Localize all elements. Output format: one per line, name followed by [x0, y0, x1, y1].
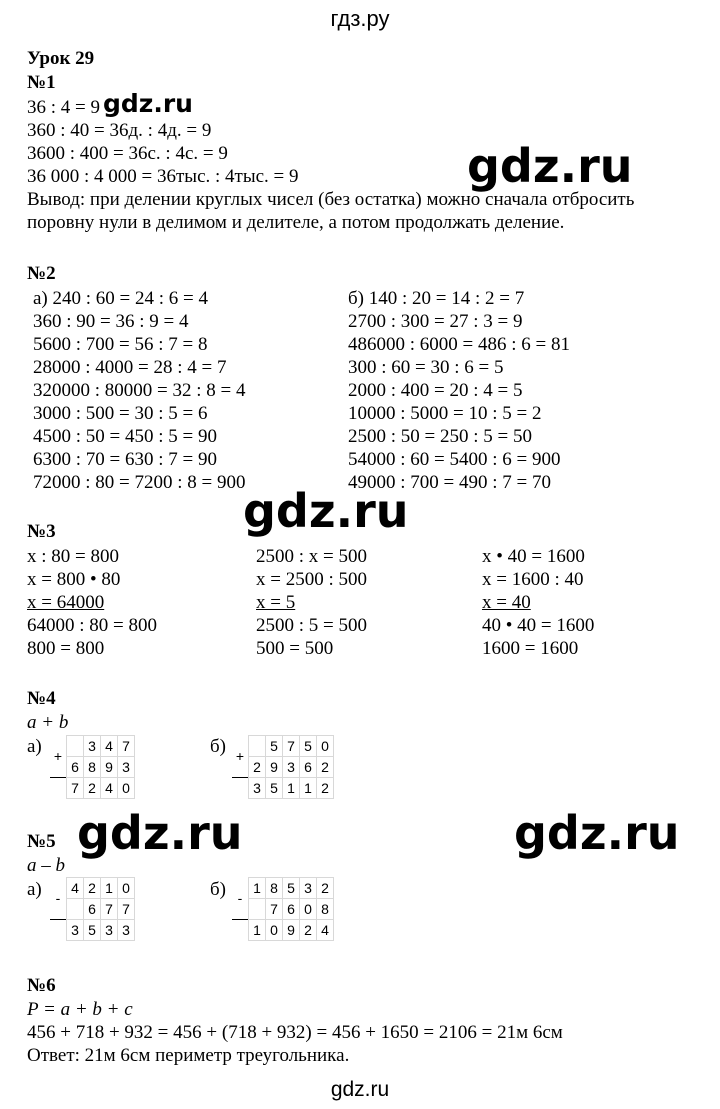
- digit-cell: 3: [118, 757, 135, 778]
- task3-col3-4: 40 • 40 = 1600: [482, 615, 595, 636]
- task5-table-b: [232, 877, 334, 941]
- task1-conclusion-1: Вывод: при делении круглых чисел (без остатка) можно сначала отбросить: [27, 189, 635, 210]
- task2-left-4: 28000 : 4000 = 28 : 4 = 7: [33, 357, 227, 378]
- task3-col1-4: 64000 : 80 = 800: [27, 615, 157, 636]
- digit-cell: 5: [84, 920, 101, 941]
- plus-sign: +: [53, 748, 63, 765]
- task3-title: №3: [27, 521, 56, 542]
- task5-expr: a – b: [27, 855, 65, 876]
- digit-cell: 3: [283, 757, 300, 778]
- task2-right-2: 2700 : 300 = 27 : 3 = 9: [348, 311, 523, 332]
- digit-cell: 3: [249, 778, 266, 799]
- task6-calc: 456 + 718 + 932 = 456 + (718 + 932) = 456 + 1650 = 2106 = 21м 6см: [27, 1022, 563, 1043]
- task2-left-8: 6300 : 70 = 630 : 7 = 90: [33, 449, 217, 470]
- digit-cell: 0: [118, 778, 135, 799]
- task2-right-1: б) 140 : 20 = 14 : 2 = 7: [348, 288, 525, 309]
- digit-cell: 8: [84, 757, 101, 778]
- task3-col3-5: 1600 = 1600: [482, 638, 579, 659]
- digit-cell: 2: [300, 920, 317, 941]
- digit-cell: 3: [300, 878, 317, 899]
- digit-cell: 0: [300, 899, 317, 920]
- task6-title: №6: [27, 975, 56, 996]
- digit-cell: 1: [101, 878, 118, 899]
- task3-col2-5: 500 = 500: [256, 638, 334, 659]
- task2-right-8: 54000 : 60 = 5400 : 6 = 900: [348, 449, 561, 470]
- digit-cell: 9: [101, 757, 118, 778]
- digit-cell: 7: [67, 778, 84, 799]
- digit-cell: 5: [266, 778, 283, 799]
- digit-cell: 1: [249, 920, 266, 941]
- digit-cell: 9: [283, 920, 300, 941]
- plus-sign: +: [235, 748, 245, 765]
- watermark: gdz.ru: [243, 484, 409, 538]
- digit-cell: 6: [300, 757, 317, 778]
- digit-cell: 2: [84, 878, 101, 899]
- task3-col2-2: x = 2500 : 500: [256, 569, 367, 590]
- task2-right-7: 2500 : 50 = 250 : 5 = 50: [348, 426, 532, 447]
- task6-formula: P = a + b + c: [27, 999, 133, 1020]
- digit-cell: 4: [317, 920, 334, 941]
- digit-cell: [249, 899, 266, 920]
- task3-col3-1: x • 40 = 1600: [482, 546, 585, 567]
- digit-cell: 5: [300, 736, 317, 757]
- task1-line-4: 36 000 : 4 000 = 36тыс. : 4тыс. = 9: [27, 166, 299, 187]
- digit-cell: 7: [101, 899, 118, 920]
- digit-cell: [67, 736, 84, 757]
- task3-col2-3: x = 5: [256, 592, 296, 613]
- digit-cell: 0: [317, 736, 334, 757]
- task2-left-1: а) 240 : 60 = 24 : 6 = 4: [33, 288, 208, 309]
- task6-answer: Ответ: 21м 6см периметр треугольника.: [27, 1045, 350, 1066]
- task1-conclusion-2: поровну нули в делимом и делителе, а потом продолжать деление.: [27, 212, 565, 233]
- digit-cell: 7: [283, 736, 300, 757]
- digit-cell: 5: [266, 736, 283, 757]
- task2-left-9: 72000 : 80 = 7200 : 8 = 900: [33, 472, 246, 493]
- task2-left-7: 4500 : 50 = 450 : 5 = 90: [33, 426, 217, 447]
- digit-cell: 8: [317, 899, 334, 920]
- digit-cell: 7: [118, 899, 135, 920]
- minus-sign: -: [55, 890, 61, 907]
- digit-cell: 9: [266, 757, 283, 778]
- digit-cell: 1: [249, 878, 266, 899]
- digit-cell: 2: [84, 778, 101, 799]
- task3-col1-2: x = 800 • 80: [27, 569, 121, 590]
- task2-right-5: 2000 : 400 = 20 : 4 = 5: [348, 380, 523, 401]
- task4-expr: a + b: [27, 712, 69, 733]
- digit-cell: 2: [249, 757, 266, 778]
- task1-line-1: 36 : 4 = 9: [27, 97, 100, 118]
- digit-cell: 8: [266, 878, 283, 899]
- task3-col2-4: 2500 : 5 = 500: [256, 615, 367, 636]
- task4-label-b: б): [210, 736, 226, 757]
- task2-left-3: 5600 : 700 = 56 : 7 = 8: [33, 334, 208, 355]
- task2-right-4: 300 : 60 = 30 : 6 = 5: [348, 357, 504, 378]
- digit-cell: 1: [283, 778, 300, 799]
- digit-cell: 6: [283, 899, 300, 920]
- site-header: гдз.ру: [330, 6, 390, 31]
- task3-col1-1: x : 80 = 800: [27, 546, 119, 567]
- task3-col3-2: x = 1600 : 40: [482, 569, 584, 590]
- digit-cell: 2: [317, 778, 334, 799]
- digit-cell: 7: [118, 736, 135, 757]
- task2-left-6: 3000 : 500 = 30 : 5 = 6: [33, 403, 208, 424]
- digit-cell: [249, 736, 266, 757]
- watermark: gdz.ru: [77, 806, 243, 860]
- task2-right-3: 486000 : 6000 = 486 : 6 = 81: [348, 334, 570, 355]
- task5-table-a: [50, 877, 135, 941]
- task1-title: №1: [27, 72, 56, 93]
- digit-cell: 3: [67, 920, 84, 941]
- task2-title: №2: [27, 263, 56, 284]
- task2-right-6: 10000 : 5000 = 10 : 5 = 2: [348, 403, 542, 424]
- digit-cell: 0: [118, 878, 135, 899]
- digit-cell: 4: [101, 736, 118, 757]
- footer-watermark: gdz.ru: [330, 1078, 390, 1101]
- digit-cell: 6: [67, 757, 84, 778]
- watermark: gdz.ru: [103, 89, 193, 118]
- task4-table-a: [50, 735, 135, 799]
- task2-right-9: 49000 : 700 = 490 : 7 = 70: [348, 472, 551, 493]
- watermark: gdz.ru: [467, 139, 633, 193]
- task5-label-a: а): [27, 879, 42, 900]
- minus-sign: -: [237, 890, 243, 907]
- task3-col1-5: 800 = 800: [27, 638, 105, 659]
- task2-left-5: 320000 : 80000 = 32 : 8 = 4: [33, 380, 246, 401]
- task2-left-2: 360 : 90 = 36 : 9 = 4: [33, 311, 189, 332]
- watermark: gdz.ru: [514, 806, 680, 860]
- digit-cell: 7: [266, 899, 283, 920]
- digit-cell: 3: [84, 736, 101, 757]
- digit-cell: 5: [283, 878, 300, 899]
- digit-cell: 1: [300, 778, 317, 799]
- task4-title: №4: [27, 688, 56, 709]
- task3-col2-1: 2500 : x = 500: [256, 546, 367, 567]
- digit-cell: 3: [101, 920, 118, 941]
- task5-label-b: б): [210, 879, 226, 900]
- digit-cell: 6: [84, 899, 101, 920]
- task3-col3-3: x = 40: [482, 592, 531, 613]
- task1-line-3: 3600 : 400 = 36с. : 4с. = 9: [27, 143, 228, 164]
- task4-table-b: [232, 735, 334, 799]
- digit-cell: 4: [101, 778, 118, 799]
- task3-col1-3: x = 64000: [27, 592, 105, 613]
- digit-cell: 4: [67, 878, 84, 899]
- digit-cell: 3: [118, 920, 135, 941]
- lesson-title: Урок 29: [27, 48, 95, 69]
- digit-cell: [67, 899, 84, 920]
- task1-line-2: 360 : 40 = 36д. : 4д. = 9: [27, 120, 212, 141]
- digit-cell: 2: [317, 878, 334, 899]
- task5-title: №5: [27, 831, 56, 852]
- task4-label-a: а): [27, 736, 42, 757]
- digit-cell: 0: [266, 920, 283, 941]
- digit-cell: 2: [317, 757, 334, 778]
